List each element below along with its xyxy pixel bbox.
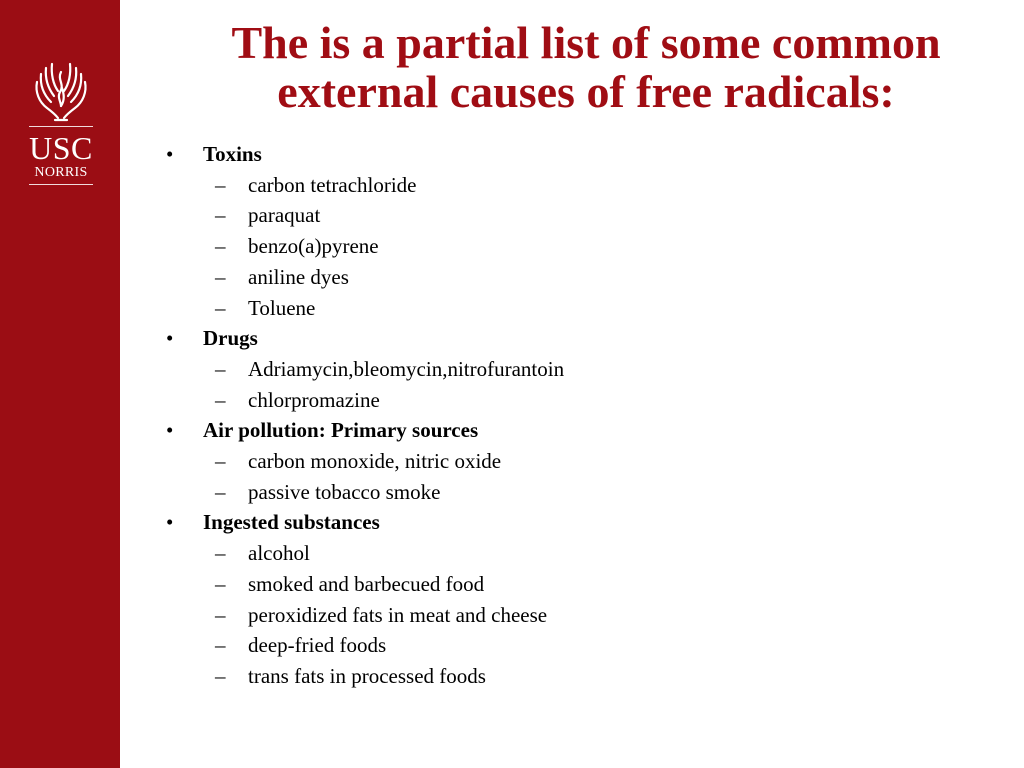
bullet-label: Ingested substances <box>203 510 380 535</box>
logo-wordmark: USC <box>29 130 93 166</box>
bullet-item <box>166 139 1006 170</box>
sub-item: – trans fats in processed foods <box>166 661 1006 692</box>
logo-subtext: NORRIS <box>34 165 88 180</box>
bullet-label: Air pollution: Primary sources <box>203 418 479 443</box>
sub-item: – alcohol <box>166 538 1006 569</box>
bullet-label: Toxins <box>203 142 262 166</box>
sub-item: – aniline dyes <box>166 262 1006 293</box>
sub-item: – carbon monoxide, nitric oxide <box>166 446 1006 477</box>
bullet-list <box>166 139 1006 692</box>
sub-list <box>166 354 1006 415</box>
usc-norris-logo <box>18 58 104 198</box>
sub-item: – carbon tetrachloride <box>166 170 1006 201</box>
hands-flame-emblem-icon <box>31 58 91 124</box>
sub-item: – smoked and barbecued food <box>166 569 1006 600</box>
sub-item: – deep-fried foods <box>166 630 1006 661</box>
bullet-label: Drugs <box>203 326 258 351</box>
sub-item: – passive tobacco smoke <box>166 477 1006 508</box>
sub-item: – peroxidized fats in meat and cheese <box>166 600 1006 631</box>
sub-item: – paraquat <box>166 200 1006 231</box>
sub-item: – benzo(a)pyrene <box>166 231 1006 262</box>
bullet-item <box>166 323 1006 354</box>
bullet-item <box>166 415 1006 446</box>
slide-title: The is a partial list of some common external causes of free radicals: <box>231 17 941 117</box>
sub-list <box>166 170 1006 324</box>
slide-body <box>166 139 1006 692</box>
logo-divider <box>29 126 93 127</box>
sidebar-band <box>0 0 120 768</box>
logo-divider-bottom <box>29 184 93 185</box>
bullet-item <box>166 507 1006 538</box>
sub-item: – chlorpromazine <box>166 385 1006 416</box>
sub-item: – Adriamycin,bleomycin,nitrofurantoin <box>166 354 1006 385</box>
sub-item: – Toluene <box>166 293 1006 324</box>
sub-list <box>166 538 1006 692</box>
sub-list <box>166 446 1006 507</box>
